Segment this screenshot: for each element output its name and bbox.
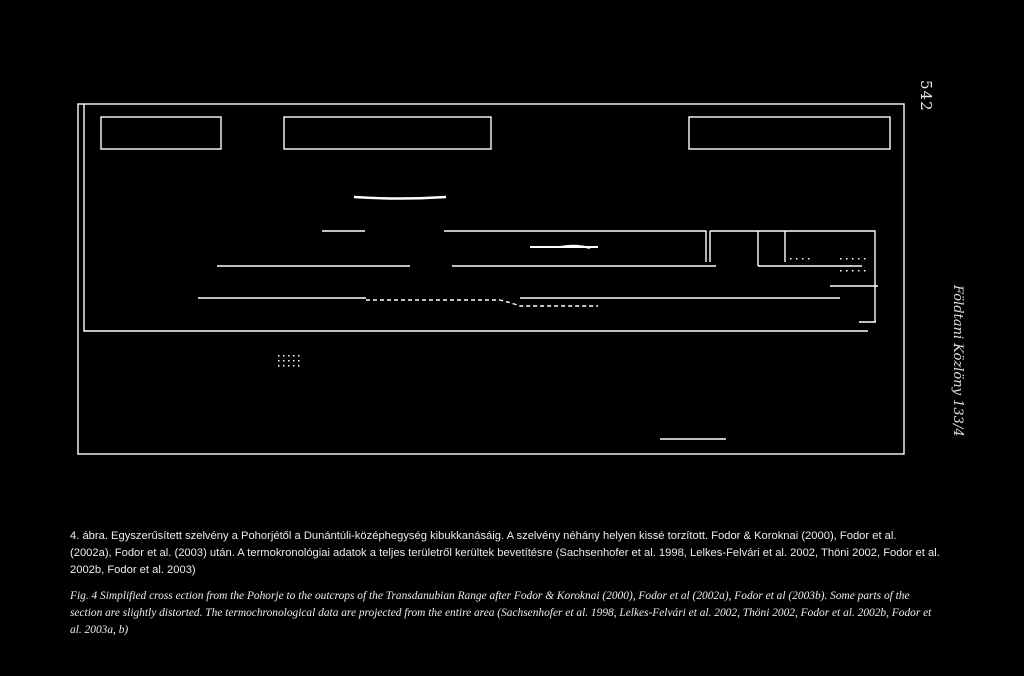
section-inner-frame: [84, 104, 868, 331]
wedge-small: [530, 246, 598, 248]
figure-frame: [78, 104, 904, 454]
legend-box-right: [689, 117, 890, 149]
legend-box-left: [101, 117, 221, 149]
fault-verticals: [710, 231, 785, 266]
horizon-dashed: [366, 300, 598, 306]
wedge-top: [354, 197, 446, 199]
dotted-patches: [278, 258, 866, 367]
journal-title: Földtani Közlöny 133/4: [950, 285, 965, 437]
legend-box-middle: [284, 117, 491, 149]
page-number: 542: [917, 80, 935, 112]
horizon-upper: [322, 231, 876, 322]
figure-caption-english: Fig. 4 Simplified cross ection from the Pohorje to the outcrops of the Transdanubian Range after Fodor & Koroknai (2000), Fodor et al (2002a), Fodor et al (2003b). Some parts of the section are slightly distorted. The termochronological data are projected from the entire area (Sachsenhofer et al. 1998, Lelkes-Felvári et al. 2002, Thöni 2002, Fodor et al. 2002b, Fodor et al. 2003a, b): [70, 590, 932, 637]
figure-caption-hungarian: 4. ábra. Egyszerűsített szelvény a Pohorjétől a Dunántúli-középhegység kibukkanásáig. A szelvény néhány helyen kissé torzított. Fodor & Koroknai (2000), Fodor et al. (2002a), Fodor et al. (2003) után. A termokronológiai adatok a teljes területről kerültek bevetítésre (Sachsenhofer et al. 1998, Lelkes-Felvári et al. 2002, Thöni 2002, Fodor et al. 2002b, Fodor et al. 2003): [70, 530, 940, 577]
